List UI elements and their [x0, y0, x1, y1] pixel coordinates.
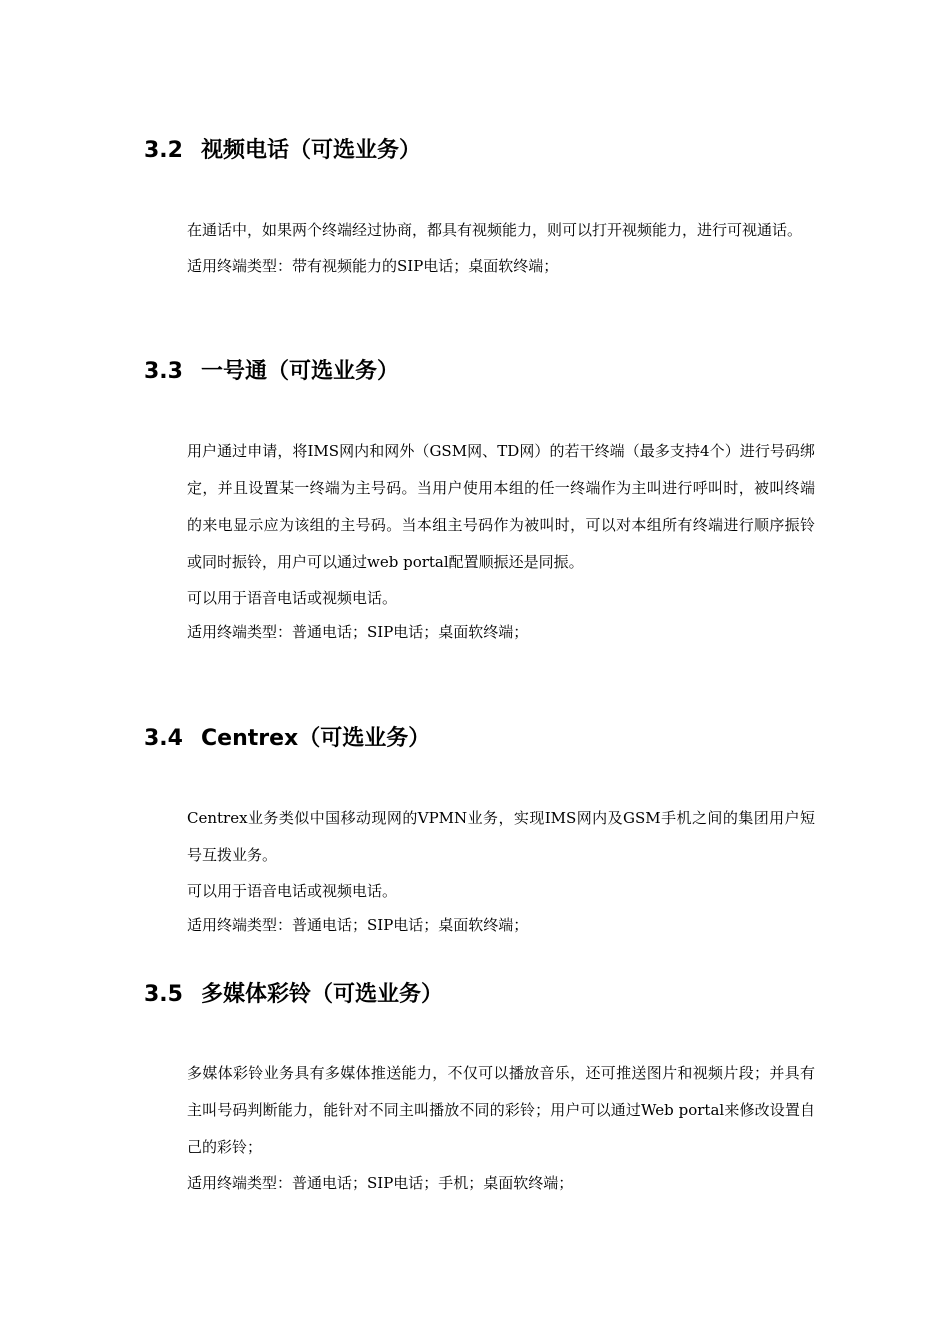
section-heading-3-5: [144, 980, 443, 1010]
section-paragraph: 多媒体彩铃业务具有多媒体推送能力，不仅可以播放音乐，还可推送图片和视频片段；并具有主叫号码判断能力，能针对不同主叫播放不同的彩铃；用户可以通过Web portal来修改设置自己的彩铃；: [187, 1064, 815, 1156]
section-paragraph: 用户通过申请，将IMS网内和网外（GSM网、TD网）的若干终端（最多支持4个）进行号码绑定，并且设置某一终端为主号码。当用户使用本组的任一终端作为主叫进行呼叫时，被叫终端的来电显示应为该组的主号码。当本组主号码作为被叫时，可以对本组所有终端进行顺序振铃或同时振铃，用户可以通过web portal配置顺振还是同振。: [187, 442, 815, 571]
usage-note: 可以用于语音电话或视频电话。: [187, 882, 398, 900]
section-body-3-4: [187, 800, 815, 942]
section-heading-3-4: [144, 724, 430, 754]
section-number: 3.3: [144, 359, 183, 384]
terminal-types: 适用终端类型：普通电话；SIP电话；手机；桌面软终端；: [187, 1174, 574, 1192]
section-heading-3-2: [144, 136, 421, 166]
section-paragraph: 在通话中，如果两个终端经过协商，都具有视频能力，则可以打开视频能力，进行可视通话。: [187, 221, 803, 239]
section-number: 3.5: [144, 982, 183, 1007]
section-title: 一号通（可选业务）: [201, 359, 400, 384]
section-number: 3.4: [144, 726, 183, 751]
usage-note: 可以用于语音电话或视频电话。: [187, 589, 398, 607]
terminal-types: 适用终端类型：普通电话；SIP电话；桌面软终端；: [187, 916, 529, 934]
terminal-types: 适用终端类型：带有视频能力的SIP电话；桌面软终端；: [187, 257, 559, 275]
section-body-3-2: [187, 212, 815, 283]
section-title: 视频电话（可选业务）: [201, 138, 422, 163]
section-paragraph: Centrex业务类似中国移动现网的VPMN业务，实现IMS网内及GSM手机之间的集团用户短号互拨业务。: [187, 809, 815, 864]
section-body-3-5: [187, 1055, 815, 1200]
section-title: 多媒体彩铃（可选业务）: [201, 982, 444, 1007]
section-number: 3.2: [144, 138, 183, 163]
section-body-3-3: [187, 433, 815, 649]
section-heading-3-3: [144, 357, 399, 387]
terminal-types: 适用终端类型：普通电话；SIP电话；桌面软终端；: [187, 623, 529, 641]
section-title: Centrex（可选业务）: [201, 726, 431, 751]
